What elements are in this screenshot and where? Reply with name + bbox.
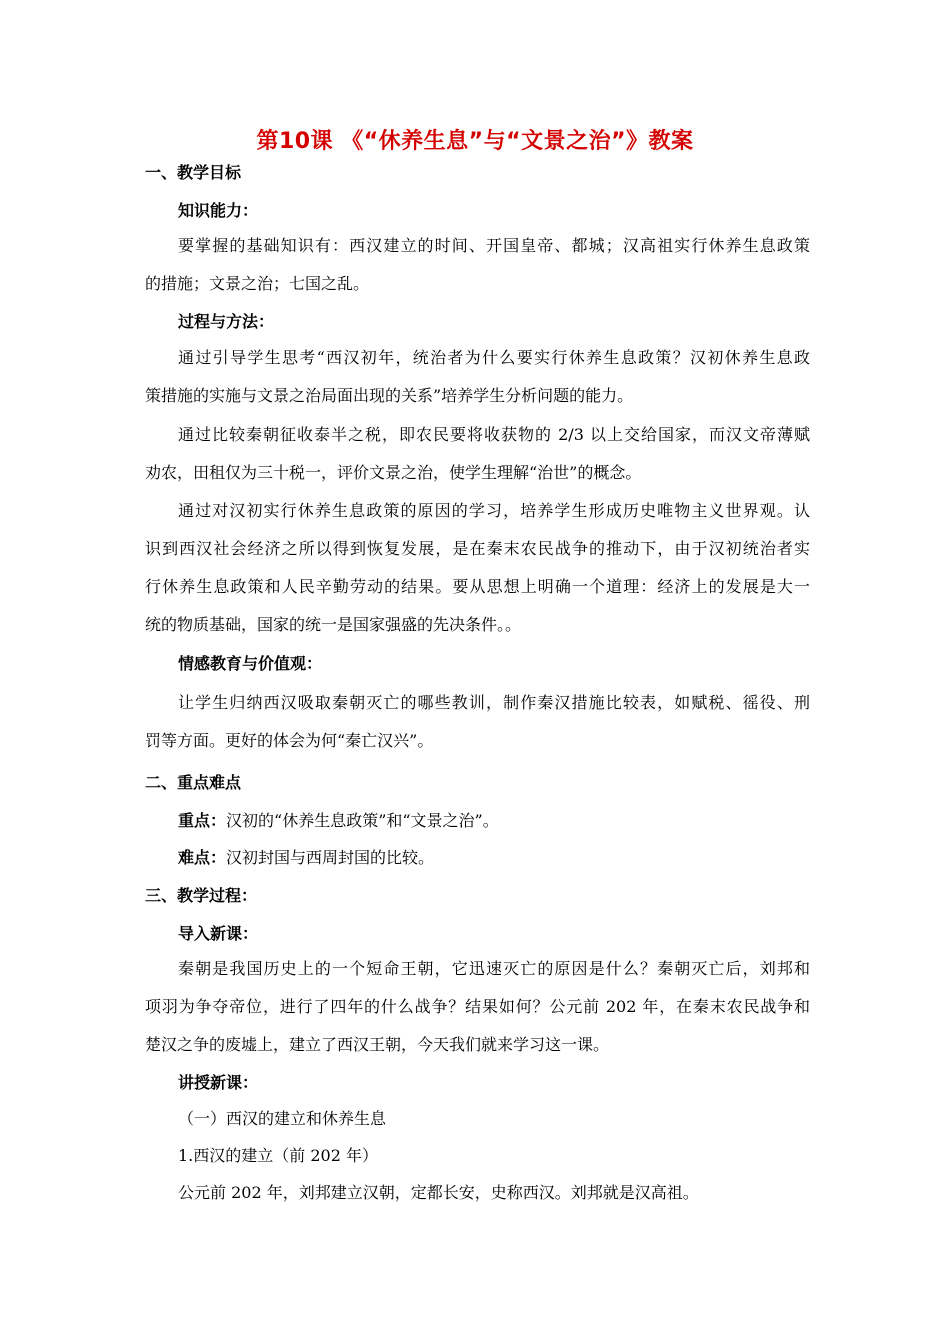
paragraph-line: 通过比较秦朝征收泰半之税，即农民要将收获物的 2/3 以上交给国家，而汉文帝薄赋 — [178, 425, 810, 444]
paragraph-line: 楚汉之争的废墟上，建立了西汉王朝，今天我们就来学习这一课。 — [145, 1035, 610, 1054]
paragraph-line: 的措施；文景之治；七国之乱。 — [145, 274, 370, 293]
document-title: 第10课 《“休养生息”与“文景之治”》教案 — [256, 129, 694, 154]
key-point-label: 重点： — [178, 811, 227, 830]
paragraph-line: 行休养生息政策和人民辛勤劳动的结果。要从思想上明确一个道理：经济上的发展是大一 — [145, 577, 810, 596]
paragraph-line: 通过引导学生思考“西汉初年，统治者为什么要实行休养生息政策？汉初休养生息政 — [178, 348, 810, 367]
subheading-method: 过程与方法： — [178, 312, 275, 331]
subsection-item: 1.西汉的建立（前 202 年） — [178, 1146, 378, 1165]
paragraph-line: 劝农，田租仅为三十税一，评价文景之治，使学生理解“治世”的概念。 — [145, 463, 642, 482]
paragraph-line: 让学生归纳西汉吸取秦朝灭亡的哪些教训，制作秦汉措施比较表，如赋税、徭役、刑 — [178, 693, 810, 712]
paragraph-line: 识到西汉社会经济之所以得到恢复发展，是在秦末农民战争的推动下，由于汉初统治者实 — [145, 539, 810, 558]
paragraph-line: 公元前 202 年，刘邦建立汉朝，定都长安，史称西汉。刘邦就是汉高祖。 — [178, 1183, 699, 1202]
subheading-knowledge: 知识能力： — [178, 201, 259, 220]
paragraph-line: 罚等方面。更好的体会为何“秦亡汉兴”。 — [145, 731, 434, 750]
paragraph-line: 统的物质基础，国家的统一是国家强盛的先决条件。。 — [145, 615, 522, 634]
key-point — [178, 810, 810, 832]
subheading-teach: 讲授新课： — [178, 1073, 259, 1092]
section-heading-keypoints: 二、重点难点 — [145, 773, 242, 792]
paragraph-line: 通过对汉初实行休养生息政策的原因的学习，培养学生形成历史唯物主义世界观。认 — [178, 501, 810, 520]
subheading-emotion: 情感教育与价值观： — [178, 654, 323, 673]
paragraph-line: 要掌握的基础知识有：西汉建立的时间、开国皇帝、都城；汉高祖实行休养生息政策 — [178, 236, 810, 255]
difficult-point — [178, 847, 810, 869]
paragraph-line: 秦朝是我国历史上的一个短命王朝，它迅速灭亡的原因是什么？秦朝灭亡后，刘邦和 — [178, 959, 810, 978]
paragraph-line: 项羽为争夺帝位，进行了四年的什么战争？结果如何？公元前 202 年，在秦末农民战争和 — [145, 997, 810, 1016]
section-heading-process: 三、教学过程： — [145, 886, 258, 905]
difficult-point-label: 难点： — [178, 848, 227, 867]
subsection-title: （一）西汉的建立和休养生息 — [178, 1109, 387, 1128]
key-point-text: 汉初的“休养生息政策”和“文景之治”。 — [226, 811, 499, 830]
paragraph-line: 策措施的实施与文景之治局面出现的关系”培养学生分析问题的能力。 — [145, 386, 634, 405]
difficult-point-text: 汉初封国与西周封国的比较。 — [226, 848, 435, 867]
subheading-intro: 导入新课： — [178, 924, 259, 943]
section-heading-objectives: 一、教学目标 — [145, 163, 242, 182]
